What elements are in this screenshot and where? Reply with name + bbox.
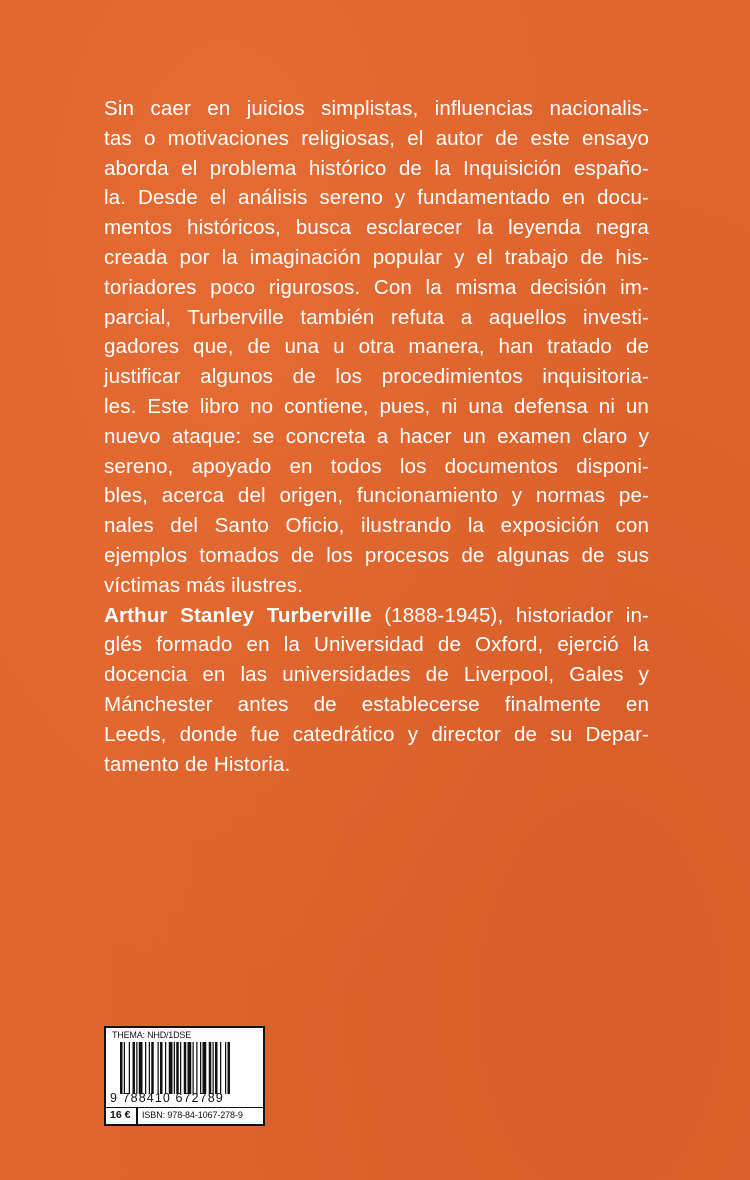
barcode-bar bbox=[215, 1042, 218, 1094]
synopsis-line: nales del Santo Oficio, ilustrando la exposición con bbox=[104, 514, 649, 538]
author-bio-paragraph bbox=[104, 601, 649, 780]
barcode-bar bbox=[184, 1042, 187, 1094]
synopsis-line: nuevo ataque: se concreta a hacer un examen claro y bbox=[104, 424, 649, 448]
barcode-bar bbox=[136, 1042, 137, 1094]
synopsis-line: mentos históricos, busca esclarecer la leyenda negra bbox=[104, 216, 649, 240]
barcode-icon bbox=[120, 1042, 256, 1094]
synopsis-line: toriadores poco rigurosos. Con la misma decisión im- bbox=[104, 275, 649, 299]
author-bio-line: Mánchester antes de establecerse finalmente en bbox=[104, 692, 649, 716]
price-isbn-row bbox=[106, 1107, 263, 1125]
author-bio-line: Leeds, donde fue catedrático y director de su Depar- bbox=[104, 722, 649, 746]
barcode-bar bbox=[160, 1042, 163, 1094]
synopsis-line: sereno, apoyado en todos los documentos disponi- bbox=[104, 454, 649, 478]
synopsis-line: la. Desde el análisis sereno y fundamentado en docu- bbox=[104, 186, 649, 210]
synopsis-line: bles, acerca del origen, funcionamiento y normas pe- bbox=[104, 484, 649, 508]
barcode-bar bbox=[169, 1042, 173, 1094]
divider bbox=[136, 1108, 138, 1125]
synopsis-paragraph bbox=[104, 94, 649, 601]
barcode-bar bbox=[124, 1042, 125, 1094]
barcode-bar bbox=[225, 1042, 226, 1094]
synopsis-line: Sin caer en juicios simplistas, influencias nacionalis- bbox=[104, 97, 649, 120]
author-bio-line: tamento de Historia. bbox=[104, 752, 291, 776]
barcode-bar bbox=[139, 1042, 143, 1094]
barcode-bar bbox=[174, 1042, 175, 1094]
barcode-bar bbox=[220, 1042, 221, 1094]
synopsis-line: parcial, Turberville también refuta a aquellos investi- bbox=[104, 305, 649, 329]
price-label: 16 € bbox=[110, 1109, 131, 1121]
back-cover-text bbox=[104, 94, 649, 779]
barcode-bar bbox=[180, 1042, 181, 1094]
synopsis-line: aborda el problema histórico de la Inquisición españo- bbox=[104, 156, 649, 180]
barcode-bar bbox=[203, 1042, 207, 1094]
barcode-bar bbox=[120, 1042, 123, 1094]
barcode-bar bbox=[193, 1042, 194, 1094]
author-name: Arthur Stanley Turberville bbox=[104, 603, 372, 627]
author-bio-line: glés formado en la Universidad de Oxford, ejerció la bbox=[104, 633, 649, 657]
synopsis-line: justificar algunos de los procedimientos inquisitoria- bbox=[104, 365, 649, 389]
barcode-bar bbox=[176, 1042, 179, 1094]
synopsis-line: víctimas más ilustres. bbox=[104, 573, 304, 597]
barcode-bar bbox=[228, 1042, 231, 1094]
author-bio-line bbox=[104, 601, 649, 631]
synopsis-line: ejemplos tomados de los procesos de algunas de sus bbox=[104, 543, 649, 567]
barcode-bar bbox=[209, 1042, 212, 1094]
barcode-bar bbox=[213, 1042, 214, 1094]
thema-code: THEMA: NHD/1DSE bbox=[112, 1030, 192, 1040]
barcode-bar bbox=[196, 1042, 197, 1094]
synopsis-line: les. Este libro no contiene, pues, ni una defensa ni un bbox=[104, 394, 649, 418]
synopsis-line: gadores que, de una u otra manera, han tratado de bbox=[104, 335, 649, 359]
barcode-bar bbox=[145, 1042, 146, 1094]
barcode-bar bbox=[149, 1042, 150, 1094]
author-bio-line: docencia en las universidades de Liverpool, Gales y bbox=[104, 663, 649, 687]
barcode-bar bbox=[165, 1042, 166, 1094]
author-bio-text: (1888-1945), historiador in- bbox=[371, 603, 649, 627]
barcode-bar bbox=[200, 1042, 201, 1094]
barcode-bar bbox=[158, 1042, 159, 1094]
barcode-bar bbox=[151, 1042, 154, 1094]
synopsis-line: tas o motivaciones religiosas, el autor de este ensayo bbox=[104, 126, 649, 150]
barcode-bar bbox=[188, 1042, 192, 1094]
isbn-label: ISBN: 978-84-1067-278-9 bbox=[142, 1110, 243, 1120]
barcode-label bbox=[104, 1026, 265, 1126]
barcode-bar bbox=[133, 1042, 136, 1094]
synopsis-line: creada por la imaginación popular y el trabajo de his- bbox=[104, 245, 649, 269]
barcode-bar bbox=[129, 1042, 130, 1094]
ean-digits: 9 788410 672789 bbox=[110, 1091, 224, 1105]
